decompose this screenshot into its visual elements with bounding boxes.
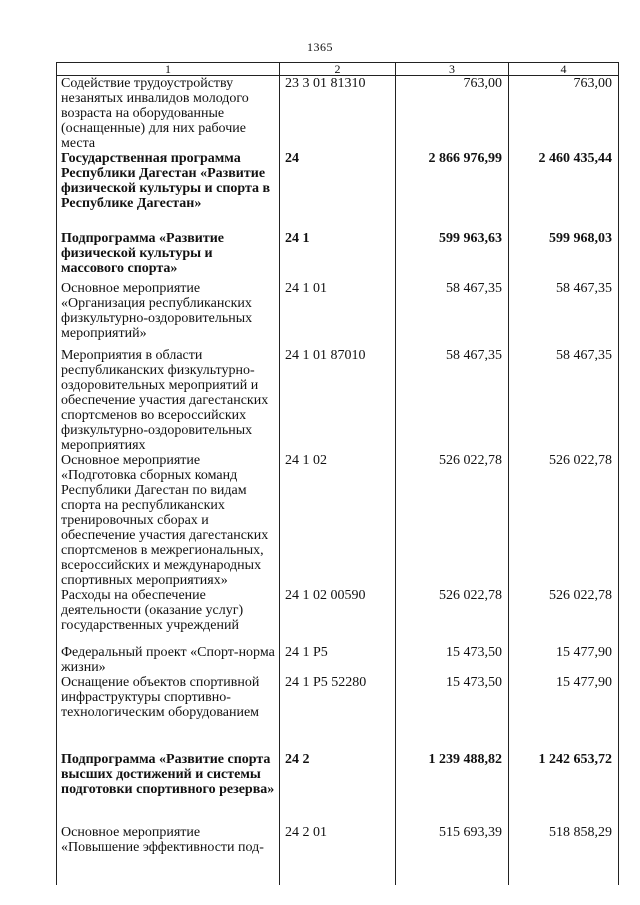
row-name-cell: Подпрограмма «Развитие спорта высших достижений и системы подготовки спортивного резерва» xyxy=(57,752,280,825)
row-name-cell: Содействие трудоустройству незанятых инвалидов молодого возраста на оборудованные (оснащенные) для них рабочие места xyxy=(57,76,280,152)
table-row xyxy=(57,76,619,152)
column-header-3: 3 xyxy=(396,63,509,76)
column-number-header xyxy=(57,63,619,76)
row-code-cell: 24 1 01 xyxy=(280,281,396,348)
row-value-2021-cell: 599 968,03 xyxy=(509,231,619,281)
row-value-2020-cell: 15 473,50 xyxy=(396,645,509,675)
row-name-cell: Основное мероприятие «Подготовка сборных команд Республики Дагестан по видам спорта на республиканских тренировочных сборах и обеспечение участия дагестанских спортсменов в межрегиональных, всероссийских и международных спортивных мероприятиях» xyxy=(57,453,280,588)
row-value-2020-cell: 58 467,35 xyxy=(396,281,509,348)
row-code-cell: 24 1 02 xyxy=(280,453,396,588)
table-row xyxy=(57,588,619,645)
table-row xyxy=(57,825,619,885)
row-value-2021-cell: 526 022,78 xyxy=(509,453,619,588)
row-value-2020-cell: 526 022,78 xyxy=(396,588,509,645)
row-name-cell: Основное мероприятие «Организация республиканских физкультурно-оздоровительных мероприятий» xyxy=(57,281,280,348)
row-code-cell: 24 2 xyxy=(280,752,396,825)
row-value-2021-cell: 58 467,35 xyxy=(509,348,619,453)
row-value-2020-cell: 599 963,63 xyxy=(396,231,509,281)
row-code-cell: 24 1 xyxy=(280,231,396,281)
row-value-2021-cell: 15 477,90 xyxy=(509,645,619,675)
table-row xyxy=(57,645,619,675)
row-name-cell: Мероприятия в области республиканских физкультурно-оздоровительных мероприятий и обеспечение участия дагестанских спортсменов во всероссийских физкультурно-оздоровительных мероприятиях xyxy=(57,348,280,453)
row-code-cell: 24 1 02 00590 xyxy=(280,588,396,645)
row-value-2021-cell: 518 858,29 xyxy=(509,825,619,885)
row-code-cell: 24 2 01 xyxy=(280,825,396,885)
row-name-cell: Основное мероприятие «Повышение эффективности под- xyxy=(57,825,280,885)
budget-table-container xyxy=(56,62,618,885)
row-code-cell: 24 1 01 87010 xyxy=(280,348,396,453)
row-value-2020-cell: 15 473,50 xyxy=(396,675,509,752)
table-row xyxy=(57,231,619,281)
row-code-cell: 24 1 P5 xyxy=(280,645,396,675)
row-value-2020-cell: 58 467,35 xyxy=(396,348,509,453)
column-header-4: 4 xyxy=(509,63,619,76)
page-number: 1365 xyxy=(307,40,333,54)
row-name-cell: Расходы на обеспечение деятельности (оказание услуг) государственных учреждений xyxy=(57,588,280,645)
row-name-cell: Государственная программа Республики Дагестан «Развитие физической культуры и спорта в Республике Дагестан» xyxy=(57,151,280,231)
row-value-2020-cell: 515 693,39 xyxy=(396,825,509,885)
budget-table xyxy=(56,62,619,885)
row-code-cell: 24 xyxy=(280,151,396,231)
row-name-cell: Подпрограмма «Развитие физической культуры и массового спорта» xyxy=(57,231,280,281)
row-value-2021-cell: 15 477,90 xyxy=(509,675,619,752)
column-header-2: 2 xyxy=(280,63,396,76)
row-value-2021-cell: 1 242 653,72 xyxy=(509,752,619,825)
row-value-2020-cell: 1 239 488,82 xyxy=(396,752,509,825)
table-body xyxy=(57,76,619,886)
table-row xyxy=(57,281,619,348)
row-code-cell: 24 1 P5 52280 xyxy=(280,675,396,752)
row-name-cell: Оснащение объектов спортивной инфраструктуры спортивно-технологическим оборудованием xyxy=(57,675,280,752)
table-row xyxy=(57,453,619,588)
row-code-cell: 23 3 01 81310 xyxy=(280,76,396,152)
row-value-2020-cell: 2 866 976,99 xyxy=(396,151,509,231)
row-value-2021-cell: 526 022,78 xyxy=(509,588,619,645)
table-row xyxy=(57,752,619,825)
row-value-2020-cell: 763,00 xyxy=(396,76,509,152)
row-value-2020-cell: 526 022,78 xyxy=(396,453,509,588)
row-value-2021-cell: 763,00 xyxy=(509,76,619,152)
table-row xyxy=(57,675,619,752)
column-header-1: 1 xyxy=(57,63,280,76)
row-value-2021-cell: 2 460 435,44 xyxy=(509,151,619,231)
table-row xyxy=(57,151,619,231)
row-name-cell: Федеральный проект «Спорт-норма жизни» xyxy=(57,645,280,675)
row-value-2021-cell: 58 467,35 xyxy=(509,281,619,348)
table-row xyxy=(57,348,619,453)
